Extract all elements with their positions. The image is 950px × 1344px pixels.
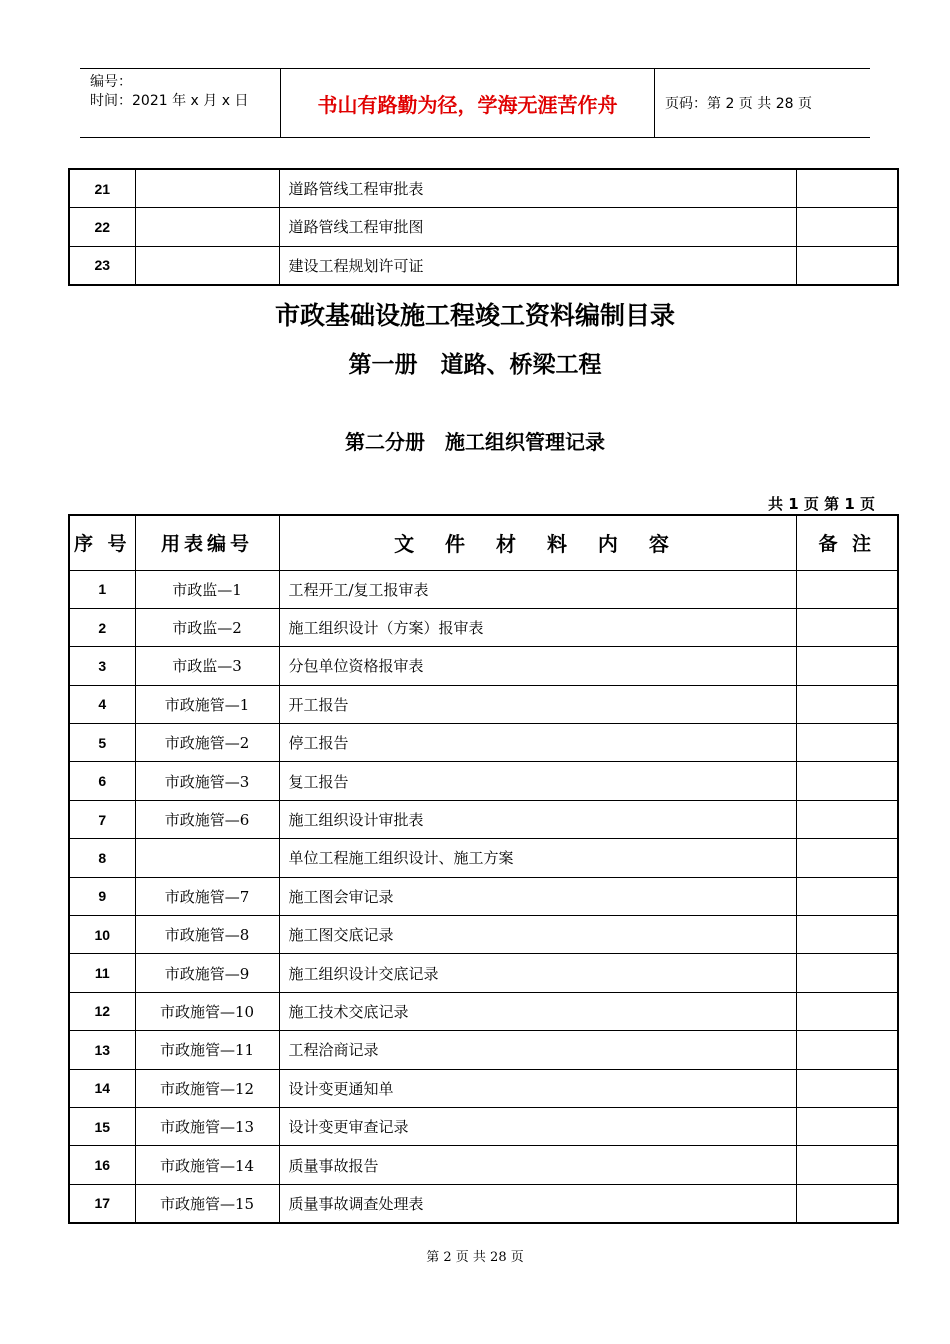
table-row — [69, 1146, 898, 1184]
table-row — [69, 1107, 898, 1145]
table-row — [69, 992, 898, 1030]
row-number: 4 — [69, 685, 135, 723]
table-row — [69, 839, 898, 877]
row-remark — [796, 724, 898, 762]
table-row — [69, 246, 898, 285]
header-remark: 备 注 — [796, 515, 898, 570]
row-content: 质量事故报告 — [279, 1146, 796, 1184]
row-number: 13 — [69, 1031, 135, 1069]
row-form-code — [135, 246, 279, 285]
table-row — [69, 169, 898, 208]
row-content: 道路管线工程审批图 — [279, 208, 796, 247]
row-form-code: 市政施管—10 — [135, 992, 279, 1030]
row-content: 开工报告 — [279, 685, 796, 723]
row-form-code: 市政施管—14 — [135, 1146, 279, 1184]
row-number: 7 — [69, 800, 135, 838]
row-content: 施工图交底记录 — [279, 916, 796, 954]
row-number: 12 — [69, 992, 135, 1030]
row-form-code: 市政施管—15 — [135, 1184, 279, 1222]
row-form-code: 市政施管—8 — [135, 916, 279, 954]
row-remark — [796, 246, 898, 285]
row-content: 工程洽商记录 — [279, 1031, 796, 1069]
row-remark — [796, 916, 898, 954]
row-form-code: 市政施管—9 — [135, 954, 279, 992]
row-number: 3 — [69, 647, 135, 685]
row-remark — [796, 1184, 898, 1222]
row-remark — [796, 800, 898, 838]
row-form-code: 市政施管—7 — [135, 877, 279, 915]
header-form-code: 用表编号 — [135, 515, 279, 570]
table-row — [69, 916, 898, 954]
row-remark — [796, 647, 898, 685]
subvolume-title: 第二分册 施工组织管理记录 — [345, 430, 605, 454]
main-title: 市政基础设施工程竣工资料编制目录 — [274, 301, 675, 330]
row-number: 1 — [69, 570, 135, 608]
row-content: 分包单位资格报审表 — [279, 647, 796, 685]
row-content: 施工组织设计交底记录 — [279, 954, 796, 992]
row-form-code: 市政施管—1 — [135, 685, 279, 723]
header-motto: 书山有路勤为径，学海无涯苦作舟 — [281, 69, 655, 137]
row-form-code: 市政监—2 — [135, 608, 279, 646]
row-number: 9 — [69, 877, 135, 915]
row-form-code: 市政施管—11 — [135, 1031, 279, 1069]
table-row — [69, 877, 898, 915]
row-content: 设计变更审查记录 — [279, 1107, 796, 1145]
page-header — [80, 68, 870, 138]
row-form-code: 市政施管—2 — [135, 724, 279, 762]
row-remark — [796, 1107, 898, 1145]
row-number: 15 — [69, 1107, 135, 1145]
catalog-table — [68, 514, 899, 1224]
row-remark — [796, 954, 898, 992]
row-number: 6 — [69, 762, 135, 800]
table-row — [69, 724, 898, 762]
row-content: 停工报告 — [279, 724, 796, 762]
row-content: 建设工程规划许可证 — [279, 246, 796, 285]
row-content: 复工报告 — [279, 762, 796, 800]
table-row — [69, 1031, 898, 1069]
header-content: 文 件 材 料 内 容 — [279, 515, 796, 570]
table-row — [69, 1184, 898, 1222]
row-remark — [796, 169, 898, 208]
row-form-code — [135, 169, 279, 208]
table-header-row — [69, 515, 898, 570]
page-footer: 第 2 页 共 28 页 — [426, 1250, 524, 1265]
table-page-count: 共 1 页 第 1 页 — [768, 495, 875, 513]
volume-title: 第一册 道路、桥梁工程 — [348, 352, 602, 378]
row-number: 22 — [69, 208, 135, 247]
row-remark — [796, 208, 898, 247]
row-remark — [796, 877, 898, 915]
row-number: 8 — [69, 839, 135, 877]
table-row — [69, 608, 898, 646]
row-number: 21 — [69, 169, 135, 208]
row-number: 23 — [69, 246, 135, 285]
table-row — [69, 647, 898, 685]
row-number: 5 — [69, 724, 135, 762]
table-row — [69, 762, 898, 800]
row-content: 设计变更通知单 — [279, 1069, 796, 1107]
table-row — [69, 685, 898, 723]
row-content: 施工组织设计审批表 — [279, 800, 796, 838]
row-form-code: 市政监—3 — [135, 647, 279, 685]
continued-table — [68, 168, 899, 286]
row-form-code — [135, 839, 279, 877]
row-form-code: 市政施管—6 — [135, 800, 279, 838]
row-content: 道路管线工程审批表 — [279, 169, 796, 208]
table-row — [69, 1069, 898, 1107]
row-form-code: 市政监—1 — [135, 570, 279, 608]
row-content: 施工技术交底记录 — [279, 992, 796, 1030]
row-number: 11 — [69, 954, 135, 992]
header-meta — [80, 69, 281, 137]
row-remark — [796, 570, 898, 608]
row-form-code: 市政施管—13 — [135, 1107, 279, 1145]
row-content: 质量事故调查处理表 — [279, 1184, 796, 1222]
header-serial: 序 号 — [69, 515, 135, 570]
row-remark — [796, 839, 898, 877]
row-content: 施工组织设计（方案）报审表 — [279, 608, 796, 646]
row-number: 2 — [69, 608, 135, 646]
table-row — [69, 800, 898, 838]
row-number: 10 — [69, 916, 135, 954]
table-row — [69, 208, 898, 247]
row-remark — [796, 685, 898, 723]
row-remark — [796, 992, 898, 1030]
row-content: 施工图会审记录 — [279, 877, 796, 915]
header-page-info: 页码：第 2 页 共 28 页 — [665, 96, 812, 112]
row-form-code — [135, 208, 279, 247]
row-number: 14 — [69, 1069, 135, 1107]
row-form-code: 市政施管—12 — [135, 1069, 279, 1107]
table-row — [69, 570, 898, 608]
row-number: 16 — [69, 1146, 135, 1184]
row-number: 17 — [69, 1184, 135, 1222]
row-form-code: 市政施管—3 — [135, 762, 279, 800]
row-remark — [796, 762, 898, 800]
row-content: 工程开工/复工报审表 — [279, 570, 796, 608]
row-remark — [796, 1146, 898, 1184]
document-time-label: 时间：2021 年 x 月 x 日 — [90, 93, 249, 109]
table-row — [69, 954, 898, 992]
row-remark — [796, 1031, 898, 1069]
document-number-label: 编号： — [90, 74, 132, 90]
row-content: 单位工程施工组织设计、施工方案 — [279, 839, 796, 877]
row-remark — [796, 1069, 898, 1107]
row-remark — [796, 608, 898, 646]
